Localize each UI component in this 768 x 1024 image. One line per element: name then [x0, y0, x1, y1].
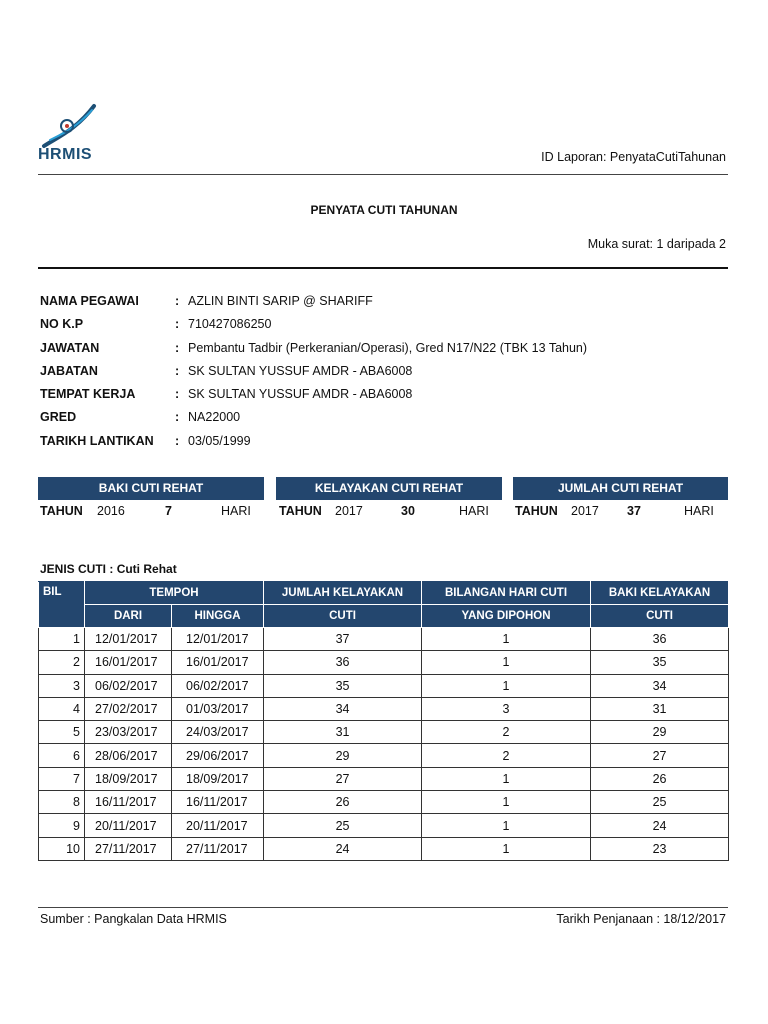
cell-bil: 6 [39, 744, 85, 767]
cell-baki: 29 [591, 721, 729, 744]
col-header-hingga: HINGGA [172, 605, 264, 628]
cell-hingga: 16/11/2017 [172, 791, 264, 814]
cell-bil: 2 [39, 651, 85, 674]
info-colon: : [175, 433, 180, 448]
title-divider [38, 267, 728, 269]
cell-hingga: 29/06/2017 [172, 744, 264, 767]
cell-jumlah: 24 [264, 837, 422, 860]
summary-heading-balance: BAKI CUTI REHAT [38, 477, 264, 500]
col-subheader-jumlah: CUTI [264, 605, 422, 628]
cell-dari: 06/02/2017 [85, 674, 172, 697]
info-label: NO K.P [40, 317, 84, 332]
report-id: ID Laporan: PenyataCutiTahunan [541, 150, 726, 164]
cell-bil: 4 [39, 697, 85, 720]
info-label: JABATAN [40, 363, 98, 378]
summary-year: 2017 [571, 504, 599, 518]
cell-jumlah: 26 [264, 791, 422, 814]
summary-days: 37 [627, 504, 641, 518]
cell-bil: 5 [39, 721, 85, 744]
info-label: GRED [40, 410, 77, 425]
cell-hingga: 24/03/2017 [172, 721, 264, 744]
info-label: TEMPAT KERJA [40, 387, 136, 402]
summary-unit: HARI [684, 504, 714, 518]
cell-jumlah: 36 [264, 651, 422, 674]
summary-year-label: TAHUN [40, 504, 83, 518]
info-value: SK SULTAN YUSSUF AMDR - ABA6008 [188, 363, 413, 378]
summary-year: 2016 [97, 504, 125, 518]
summary-unit: HARI [221, 504, 251, 518]
footer-generated-date: Tarikh Penjanaan : 18/12/2017 [556, 912, 726, 926]
cell-dipohon: 1 [422, 651, 591, 674]
cell-dipohon: 1 [422, 837, 591, 860]
cell-dari: 16/11/2017 [85, 791, 172, 814]
cell-dari: 27/02/2017 [85, 697, 172, 720]
summary-days: 30 [401, 504, 415, 518]
cell-jumlah: 31 [264, 721, 422, 744]
cell-hingga: 20/11/2017 [172, 814, 264, 837]
col-subheader-bilangan: YANG DIPOHON [422, 605, 591, 628]
leave-type-value: Cuti Rehat [116, 562, 177, 576]
cell-hingga: 12/01/2017 [172, 628, 264, 651]
cell-dipohon: 1 [422, 767, 591, 790]
summary-days: 7 [165, 504, 172, 518]
cell-jumlah: 37 [264, 628, 422, 651]
header-divider [38, 174, 728, 175]
cell-dari: 18/09/2017 [85, 767, 172, 790]
info-label: NAMA PEGAWAI [40, 294, 139, 308]
table-header-row [39, 582, 729, 605]
info-value: Pembantu Tadbir (Perkeranian/Operasi), Gred N17/N22 (TBK 13 Tahun) [188, 340, 588, 355]
summary-heading-entitlement: KELAYAKAN CUTI REHAT [276, 477, 502, 500]
cell-jumlah: 34 [264, 697, 422, 720]
table-row [39, 697, 729, 720]
document-title: PENYATA CUTI TAHUNAN [310, 203, 458, 217]
info-colon: : [175, 294, 180, 308]
col-subheader-baki: CUTI [591, 605, 729, 628]
col-header-baki: BAKI KELAYAKAN [591, 582, 729, 605]
cell-bil: 9 [39, 814, 85, 837]
table-row [39, 791, 729, 814]
summary-heading-total: JUMLAH CUTI REHAT [513, 477, 728, 500]
table-row [39, 837, 729, 860]
leave-type-label: JENIS CUTI : [40, 562, 117, 576]
col-header-tempoh: TEMPOH [85, 582, 264, 605]
cell-baki: 31 [591, 697, 729, 720]
leave-type [40, 562, 177, 576]
cell-baki: 34 [591, 674, 729, 697]
info-colon: : [175, 317, 180, 332]
cell-baki: 26 [591, 767, 729, 790]
cell-dari: 12/01/2017 [85, 628, 172, 651]
table-row [39, 721, 729, 744]
cell-hingga: 18/09/2017 [172, 767, 264, 790]
info-colon: : [175, 410, 180, 425]
info-value: NA22000 [188, 410, 241, 425]
table-row [39, 674, 729, 697]
table-row [39, 814, 729, 837]
col-header-bil: BIL [39, 582, 85, 628]
info-colon: : [175, 363, 180, 378]
cell-dari: 16/01/2017 [85, 651, 172, 674]
cell-dari: 28/06/2017 [85, 744, 172, 767]
cell-bil: 7 [39, 767, 85, 790]
cell-baki: 23 [591, 837, 729, 860]
cell-dipohon: 1 [422, 628, 591, 651]
table-row [39, 767, 729, 790]
cell-dipohon: 1 [422, 791, 591, 814]
cell-dipohon: 1 [422, 674, 591, 697]
cell-bil: 10 [39, 837, 85, 860]
cell-dipohon: 2 [422, 721, 591, 744]
leave-table [38, 581, 729, 861]
info-value: AZLIN BINTI SARIP @ SHARIFF [188, 294, 373, 308]
cell-jumlah: 29 [264, 744, 422, 767]
cell-bil: 3 [39, 674, 85, 697]
table-subheader-row [39, 605, 729, 628]
info-value: 710427086250 [188, 317, 272, 332]
footer-source: Sumber : Pangkalan Data HRMIS [40, 912, 227, 926]
cell-dari: 23/03/2017 [85, 721, 172, 744]
info-colon: : [175, 387, 180, 402]
info-label: TARIKH LANTIKAN [40, 433, 154, 448]
cell-baki: 24 [591, 814, 729, 837]
table-row [39, 651, 729, 674]
info-label: JAWATAN [40, 340, 100, 355]
summary-year: 2017 [335, 504, 363, 518]
info-colon: : [175, 340, 180, 355]
cell-dari: 27/11/2017 [85, 837, 172, 860]
cell-dari: 20/11/2017 [85, 814, 172, 837]
cell-jumlah: 35 [264, 674, 422, 697]
summary-unit: HARI [459, 504, 489, 518]
info-value: 03/05/1999 [188, 433, 251, 448]
cell-jumlah: 25 [264, 814, 422, 837]
col-header-bilangan: BILANGAN HARI CUTI [422, 582, 591, 605]
logo-text: HRMIS [38, 146, 93, 163]
page-number: Muka surat: 1 daripada 2 [587, 237, 726, 251]
cell-hingga: 16/01/2017 [172, 651, 264, 674]
cell-jumlah: 27 [264, 767, 422, 790]
cell-hingga: 01/03/2017 [172, 697, 264, 720]
cell-hingga: 27/11/2017 [172, 837, 264, 860]
info-value: SK SULTAN YUSSUF AMDR - ABA6008 [188, 387, 413, 402]
cell-dipohon: 3 [422, 697, 591, 720]
cell-baki: 35 [591, 651, 729, 674]
summary-year-label: TAHUN [515, 504, 558, 518]
table-row [39, 744, 729, 767]
col-header-jumlah: JUMLAH KELAYAKAN [264, 582, 422, 605]
cell-hingga: 06/02/2017 [172, 674, 264, 697]
cell-dipohon: 2 [422, 744, 591, 767]
cell-bil: 8 [39, 791, 85, 814]
cell-baki: 36 [591, 628, 729, 651]
cell-bil: 1 [39, 628, 85, 651]
cell-dipohon: 1 [422, 814, 591, 837]
footer-divider [38, 907, 728, 908]
table-row [39, 628, 729, 651]
col-header-dari: DARI [85, 605, 172, 628]
cell-baki: 25 [591, 791, 729, 814]
cell-baki: 27 [591, 744, 729, 767]
summary-year-label: TAHUN [279, 504, 322, 518]
